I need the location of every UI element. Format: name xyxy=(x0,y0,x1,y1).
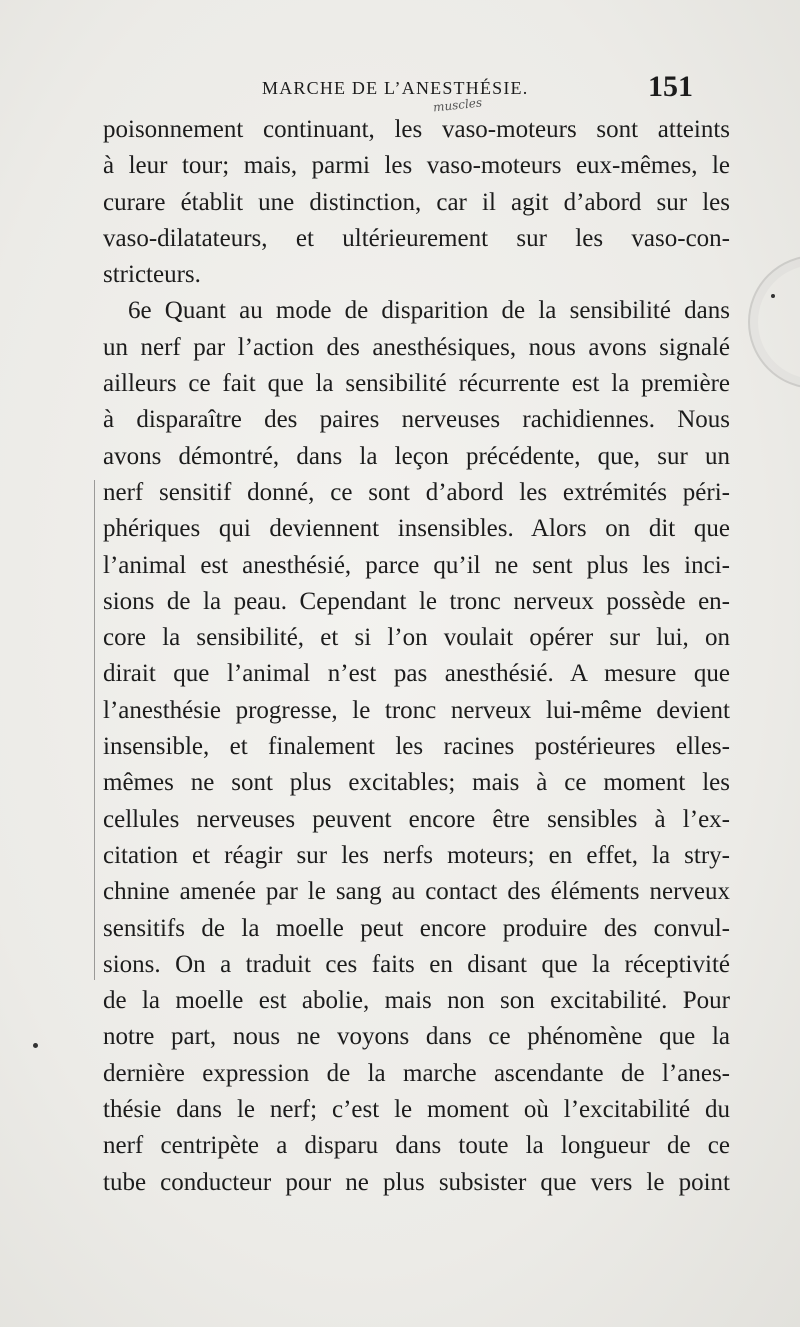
body-text xyxy=(103,112,730,1201)
text-line: 6e Quant au mode de disparition de la sensibilité dans xyxy=(128,297,730,325)
margin-marking xyxy=(94,480,96,980)
handwritten-annotation: muscles xyxy=(432,95,483,115)
text-line: thésie dans le nerf; c’est le moment où l’excitabilité du xyxy=(103,1096,730,1124)
text-line: core la sensibilité, et si l’on voulait opérer sur lui, on xyxy=(103,624,730,652)
text-line: vaso-dilatateurs, et ultérieurement sur les vaso-con- xyxy=(103,224,730,252)
page-number: 151 xyxy=(648,70,693,103)
text-line: dernière expression de la marche ascendante de l’anes- xyxy=(103,1059,730,1087)
text-line: l’anesthésie progresse, le tronc nerveux lui-même devient xyxy=(103,696,730,724)
text-line: phériques qui deviennent insensibles. Alors on dit que xyxy=(103,515,730,543)
text-line: de la moelle est abolie, mais non son excitabilité. Pour xyxy=(103,987,730,1015)
running-title: MARCHE DE L’ANESTHÉSIE. xyxy=(262,78,529,98)
text-line: mêmes ne sont plus excitables; mais à ce moment les xyxy=(103,769,730,797)
library-stamp xyxy=(748,255,800,389)
text-line: notre part, nous ne voyons dans ce phénomène que la xyxy=(103,1023,730,1051)
text-line: cellules nerveuses peuvent encore être sensibles à l’ex- xyxy=(103,805,730,833)
text-line: poisonnement continuant, les vaso-moteurs sont atteints xyxy=(103,116,730,143)
text-line: un nerf par l’action des anesthésiques, nous avons signalé xyxy=(103,333,730,361)
text-line: dirait que l’animal n’est pas anesthésié. A mesure que xyxy=(103,660,730,688)
text-line: sions de la peau. Cependant le tronc nerveux possède en- xyxy=(103,587,730,615)
page-header xyxy=(0,70,800,110)
text-line: tube conducteur pour ne plus subsister que vers le point xyxy=(103,1168,730,1196)
margin-mark xyxy=(33,1043,38,1048)
text-line: sions. On a traduit ces faits en disant que la réceptivité xyxy=(103,950,730,978)
text-line: à disparaître des paires nerveuses rachidiennes. Nous xyxy=(103,406,730,434)
text-line: nerf sensitif donné, ce sont d’abord les extrémités péri- xyxy=(103,478,730,506)
text-line: curare établit une distinction, car il agit d’abord sur les xyxy=(103,188,730,216)
text-line: avons démontré, dans la leçon précédente, que, sur un xyxy=(103,442,730,470)
text-line: stricteurs. xyxy=(103,261,201,289)
text-line: sensitifs de la moelle peut encore produire des convul- xyxy=(103,914,730,942)
margin-mark xyxy=(771,294,775,298)
text-line: nerf centripète a disparu dans toute la longueur de ce xyxy=(103,1132,730,1160)
text-line: à leur tour; mais, parmi les vaso-moteurs eux-mêmes, le xyxy=(103,152,730,180)
text-line: ailleurs ce fait que la sensibilité récurrente est la première xyxy=(103,370,730,398)
text-line: insensible, et finalement les racines postérieures elles- xyxy=(103,733,730,761)
text-line: l’animal est anesthésié, parce qu’il ne sent plus les inci- xyxy=(103,551,730,579)
text-line: chnine amenée par le sang au contact des éléments nerveux xyxy=(103,878,730,906)
text-line: citation et réagir sur les nerfs moteurs; en effet, la stry- xyxy=(103,841,730,869)
